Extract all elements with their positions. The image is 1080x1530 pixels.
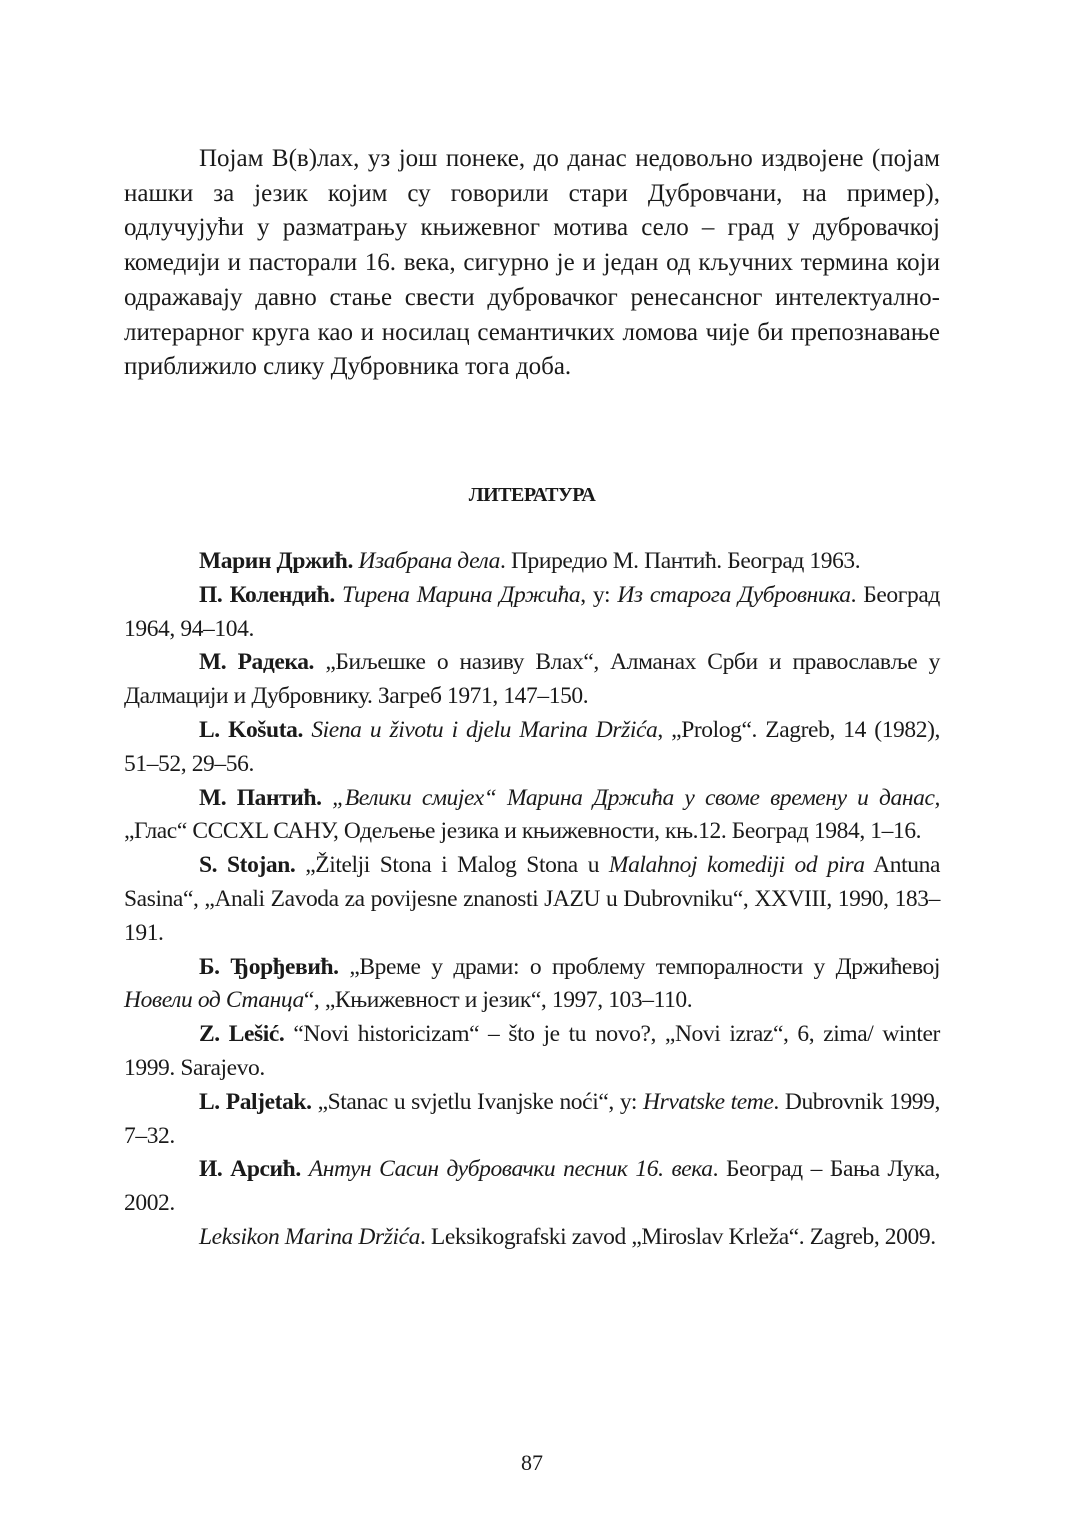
document-page <box>124 0 940 1530</box>
reference-item <box>124 646 940 714</box>
reference-text: “Novi historicizam“ – što je tu novo?, „Novi izraz“, 6, zima/ winter 1999. Sarajevo. <box>124 1021 940 1081</box>
reference-text <box>301 1156 309 1182</box>
reference-text: Antuna Sasina“, „Anali Zavoda za povijesne znanosti JAZU u Dubrovniku“, XXVIII, 1990, 183–191. <box>124 852 940 946</box>
reference-author: И. Арсић. <box>199 1156 301 1183</box>
reference-text: , у: <box>580 581 618 608</box>
reference-item <box>124 951 940 1019</box>
reference-author: Z. Lešić. <box>199 1021 285 1048</box>
reference-text: , „Prolog“. Zagreb, 14 (1982), 51–52, 29–56. <box>124 716 940 777</box>
reference-author: М. Пантић. <box>199 784 322 811</box>
reference-title: Новели од Станца <box>124 987 304 1014</box>
reference-text: . Београд 1964, 94–104. <box>124 581 940 642</box>
reference-text: . Dubrovnik 1999, 7–32. <box>124 1088 940 1149</box>
reference-item <box>124 579 940 647</box>
reference-text <box>322 785 333 811</box>
reference-text: „Време у драми: о проблему темпоралности у Држићевој <box>338 953 940 980</box>
reference-title: Из старога Дубровника <box>617 581 851 608</box>
reference-item <box>124 1221 940 1255</box>
reference-title: Антун Сасин дубровачки песник 16. века <box>308 1156 713 1183</box>
reference-title: Leksikon Marina Držića <box>199 1223 420 1250</box>
reference-item <box>124 1086 940 1154</box>
reference-author: Б. Ђорђевић. <box>199 953 339 980</box>
reference-author: S. Stojan. <box>199 852 296 879</box>
reference-title: Siena u životu i djelu Marina Držića <box>311 716 658 743</box>
reference-text: „Биљешке о називу Влах“, Алманах Срби и православље у Далмацији и Дубровнику. Загреб 1971, 147–150. <box>124 649 940 710</box>
reference-text <box>335 582 342 608</box>
reference-item <box>124 1153 940 1221</box>
reference-item <box>124 849 940 950</box>
reference-text: . Београд – Бања Лука, 2002. <box>124 1156 940 1217</box>
reference-author: П. Колендић. <box>199 581 335 608</box>
reference-text: . Приредио М. Пантић. Београд 1963. <box>500 548 861 574</box>
reference-text: “, „Књижевност и језик“, 1997, 103–110. <box>303 987 693 1014</box>
reference-text: . Leksikografski zavod „Miroslav Krleža“. Zagreb, 2009. <box>419 1223 936 1250</box>
reference-title: Malahnoj komediji od pira <box>608 852 865 879</box>
page-number: 87 <box>521 1450 543 1475</box>
reference-author: L. Paljetak. <box>199 1088 312 1115</box>
reference-item <box>124 1018 940 1086</box>
reference-item <box>124 782 940 850</box>
reference-author: Марин Држић. <box>199 548 353 574</box>
section-heading: ЛИТЕРАТУРА <box>468 484 596 506</box>
reference-author: L. Košuta. <box>199 716 303 743</box>
reference-item <box>124 545 940 579</box>
reference-author: М. Радека. <box>199 649 315 676</box>
body-paragraph: Појам В(в)лах, уз још понеке, до данас недовољно издвојене (појам нашки за језик којим су говорили стари Дубровчани, на пример), одлучујући у разматрању књижевног мотива село – град у дубровачкој комедији и пасторали 16. века, сигурно је и један од кључних термина који одражавају давно стање свести дубровачког ренесансног интелектуално-литерарног круга као и носилац семантичких ломова чије би препознавање приближило слику Дубровника тога доба. <box>124 145 940 381</box>
reference-title: Тирена Марина Држића <box>342 581 581 608</box>
reference-title: „Велики смијех“ Марина Држића у своме времену и данас, <box>332 784 941 811</box>
reference-list <box>124 545 940 1255</box>
reference-title: Hrvatske teme <box>643 1088 774 1115</box>
reference-text: „Stanac u svjetlu Ivanjske noći“, у: <box>311 1088 643 1115</box>
reference-text: „Глас“ CCCXL САНУ, Одељење језика и књижевности, књ.12. Београд 1984, 1–16. <box>124 818 922 845</box>
reference-item <box>124 714 940 782</box>
reference-text: „Žitelji Stona i Malog Stona u <box>295 852 609 879</box>
reference-title: Изабрана дела <box>358 548 501 574</box>
